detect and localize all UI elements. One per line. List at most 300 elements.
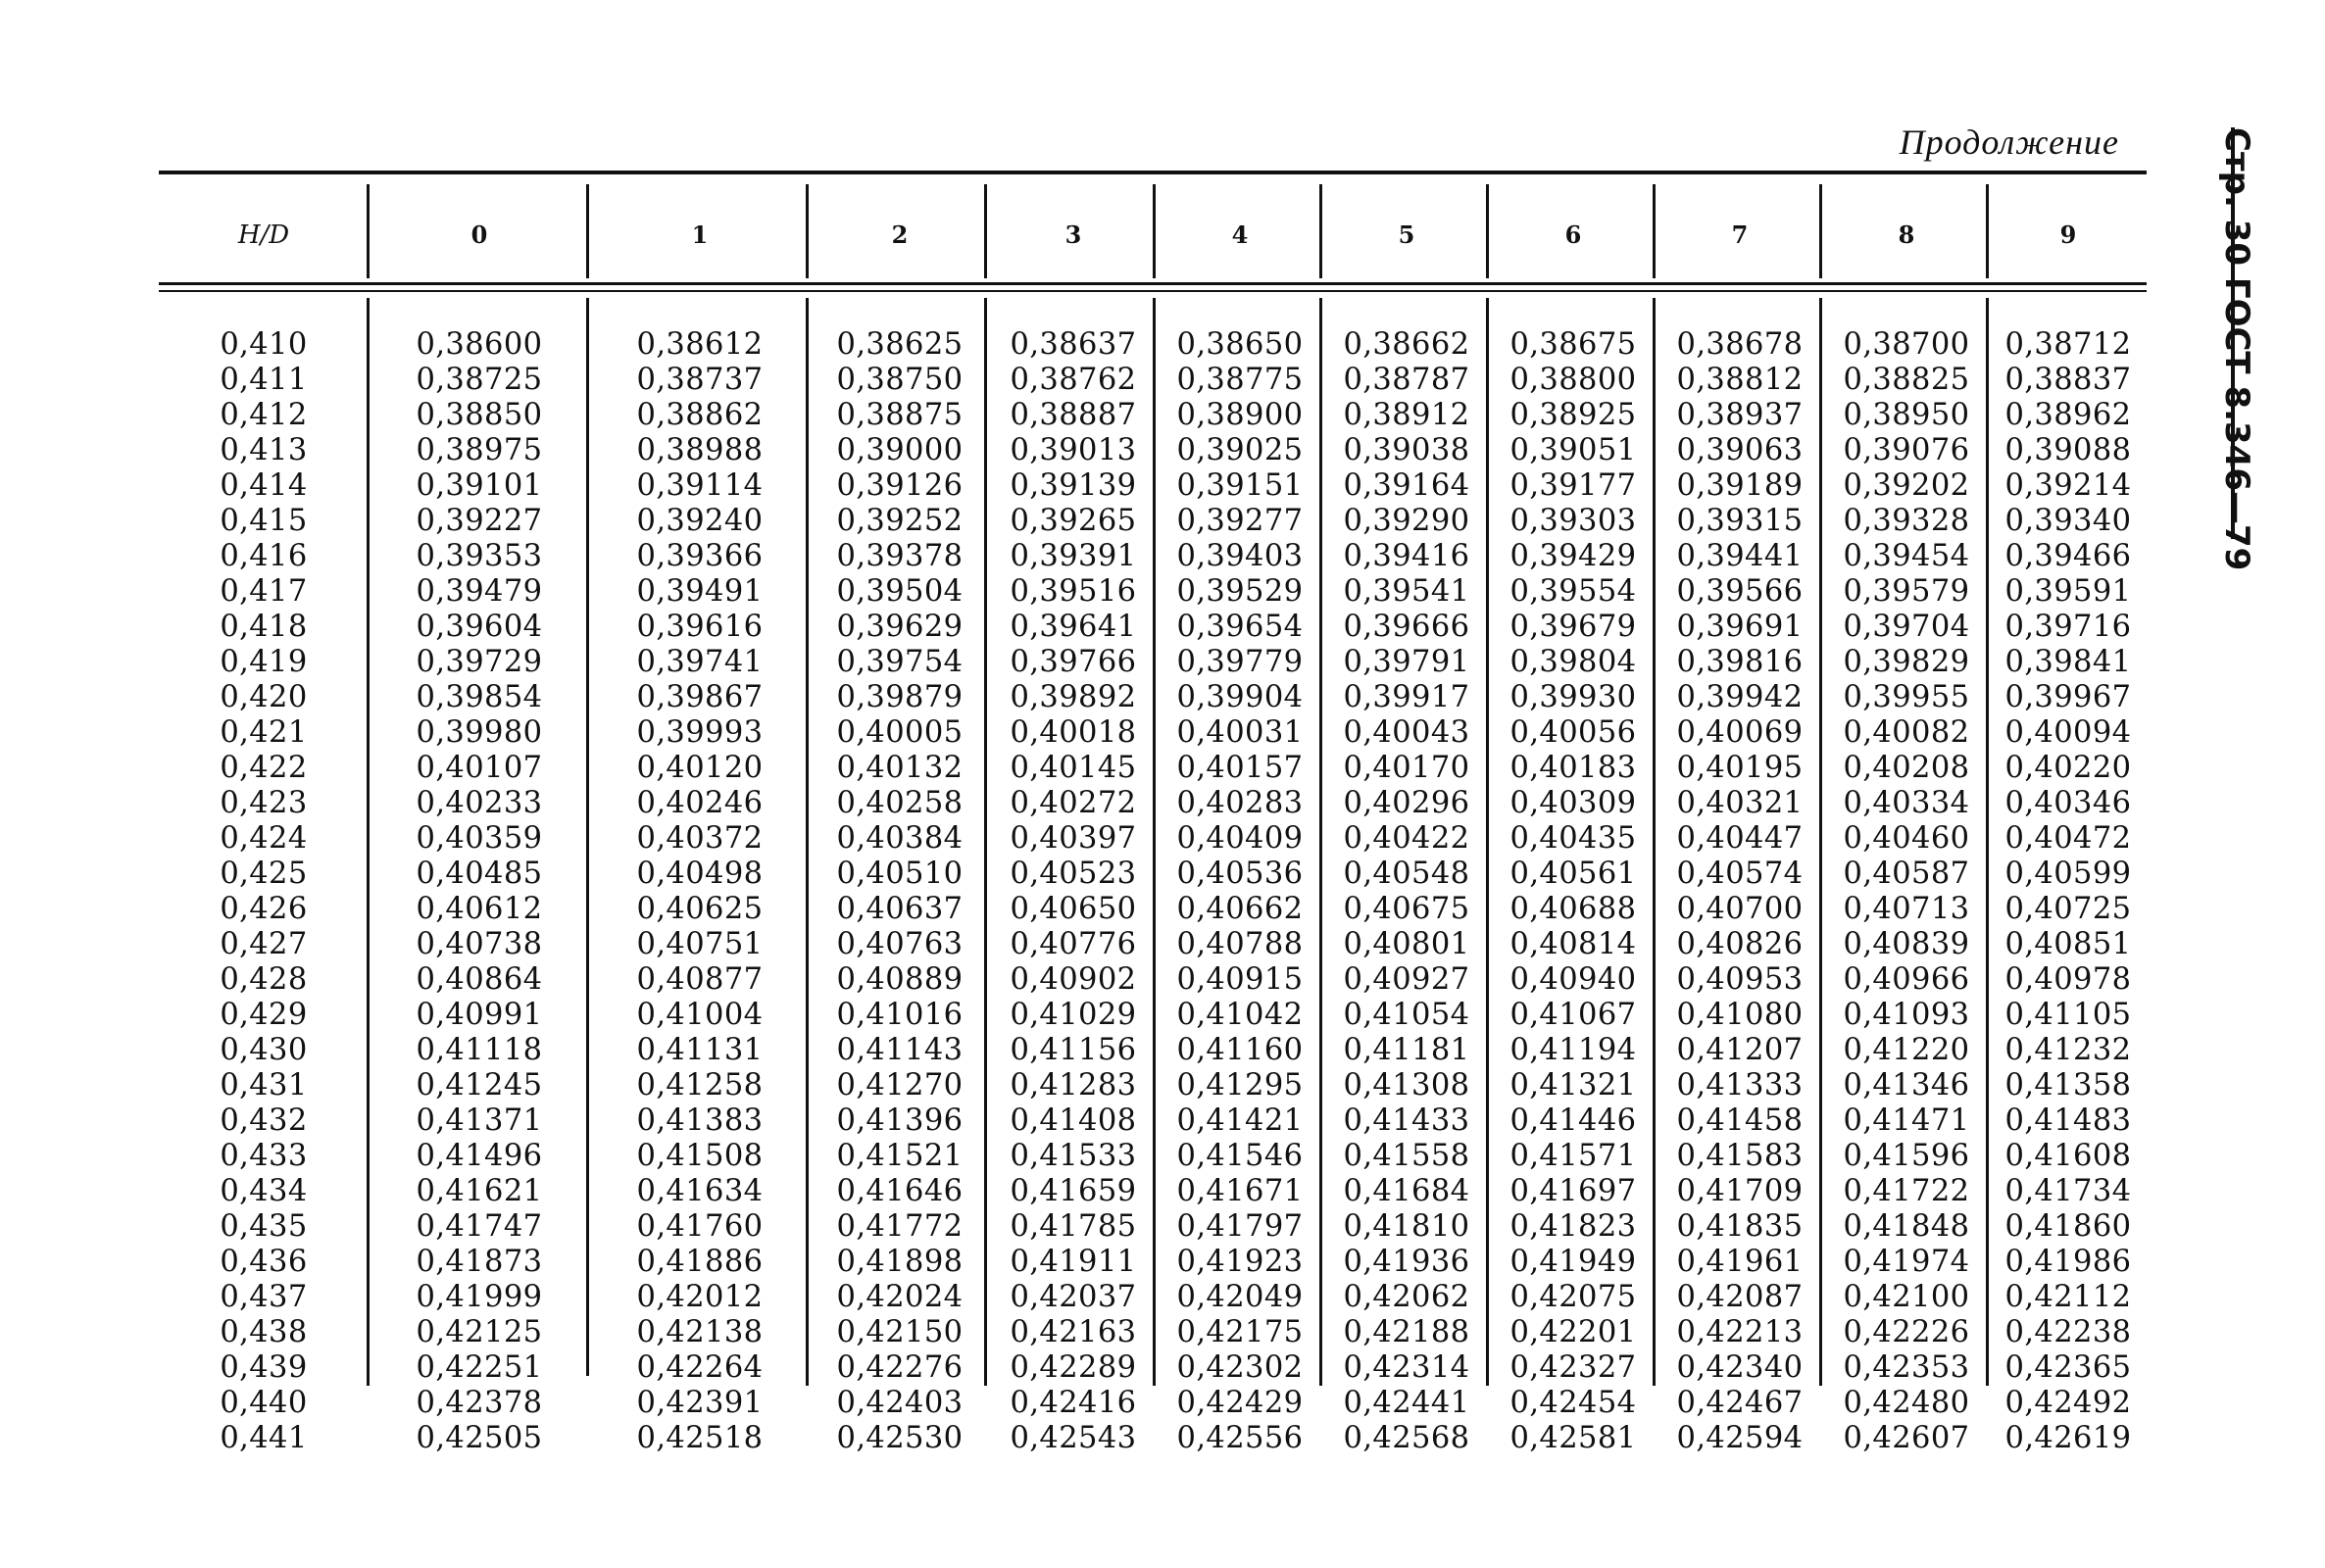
table-cell: 0,40220 [2004,751,2132,785]
table-cell: 0,41054 [1343,998,1470,1032]
table-cell: 0,42226 [1843,1315,1970,1349]
table-cell: 0,41321 [1509,1068,1637,1102]
table-cell: 0,39829 [1843,645,1970,679]
row-label: 0,429 [220,998,308,1032]
header-bottom-rule [159,282,2147,285]
table-cell: 0,42049 [1176,1280,1304,1314]
table-cell: 0,39391 [1010,539,1137,573]
table-cell: 0,40587 [1843,857,1970,891]
table-cell: 0,39679 [1509,610,1637,644]
table-cell: 0,41232 [2004,1033,2132,1067]
table-cell: 0,38900 [1176,398,1304,432]
column-header-1: 1 [691,220,709,249]
row-label: 0,425 [220,857,308,891]
table-cell: 0,38625 [836,327,964,362]
table-cell: 0,41772 [836,1209,964,1244]
row-label: 0,441 [220,1421,308,1455]
table-cell: 0,41596 [1843,1139,1970,1173]
table-cell: 0,39378 [836,539,964,573]
table-cell: 0,42505 [416,1421,543,1455]
table-cell: 0,40272 [1010,786,1137,820]
table-cell: 0,41471 [1843,1103,1970,1138]
table-cell: 0,39265 [1010,504,1137,538]
table-cell: 0,40650 [1010,892,1137,926]
table-cell: 0,38612 [636,327,764,362]
table-cell: 0,42188 [1343,1315,1470,1349]
table-cell: 0,40814 [1509,927,1637,961]
table-cell: 0,39025 [1176,433,1304,467]
table-cell: 0,42619 [2004,1421,2132,1455]
table-cell: 0,40043 [1343,715,1470,750]
column-header-4: 4 [1231,220,1249,249]
table-cell: 0,39076 [1843,433,1970,467]
table-cell: 0,42403 [836,1386,964,1420]
table-cell: 0,40283 [1176,786,1304,820]
table-cell: 0,39917 [1343,680,1470,714]
table-cell: 0,41496 [416,1139,543,1173]
table-cell: 0,38712 [2004,327,2132,362]
table-top-rule [159,171,2147,174]
table-cell: 0,42213 [1676,1315,1804,1349]
table-cell: 0,39114 [636,468,764,503]
table-cell: 0,42037 [1010,1280,1137,1314]
table-cell: 0,40966 [1843,962,1970,997]
table-cell: 0,38837 [2004,363,2132,397]
value-column-6 [1490,327,1657,1456]
table-cell: 0,40170 [1343,751,1470,785]
table-cell: 0,40435 [1509,821,1637,856]
table-cell: 0,38600 [416,327,543,362]
table-cell: 0,41999 [416,1280,543,1314]
table-cell: 0,41684 [1343,1174,1470,1208]
table-cell: 0,39416 [1343,539,1470,573]
table-cell: 0,42441 [1343,1386,1470,1420]
table-cell: 0,41923 [1176,1245,1304,1279]
table-cell: 0,39729 [416,645,543,679]
table-cell: 0,41220 [1843,1033,1970,1067]
table-cell: 0,42150 [836,1315,964,1349]
row-label: 0,428 [220,962,308,997]
table-cell: 0,42062 [1343,1280,1470,1314]
table-cell: 0,40384 [836,821,964,856]
row-label: 0,440 [220,1386,308,1420]
table-cell: 0,39013 [1010,433,1137,467]
table-cell: 0,41608 [2004,1139,2132,1173]
table-cell: 0,41898 [836,1245,964,1279]
table-cell: 0,38787 [1343,363,1470,397]
table-cell: 0,41823 [1509,1209,1637,1244]
row-label: 0,433 [220,1139,308,1173]
table-cell: 0,42075 [1509,1280,1637,1314]
table-cell: 0,42556 [1176,1421,1304,1455]
table-cell: 0,40472 [2004,821,2132,856]
table-cell: 0,41029 [1010,998,1137,1032]
table-cell: 0,40788 [1176,927,1304,961]
table-cell: 0,40978 [2004,962,2132,997]
table-cell: 0,39290 [1343,504,1470,538]
table-cell: 0,38750 [836,363,964,397]
table-cell: 0,41747 [416,1209,543,1244]
table-cell: 0,39641 [1010,610,1137,644]
table-cell: 0,41131 [636,1033,764,1067]
table-cell: 0,41396 [836,1103,964,1138]
table-cell: 0,41621 [416,1174,543,1208]
table-cell: 0,39854 [416,680,543,714]
table-cell: 0,39629 [836,610,964,644]
table-cell: 0,41080 [1676,998,1804,1032]
value-column-5 [1323,327,1490,1456]
table-cell: 0,38678 [1676,327,1804,362]
table-cell: 0,40195 [1676,751,1804,785]
table-cell: 0,42125 [416,1315,543,1349]
value-column-7 [1657,327,1823,1456]
table-cell: 0,39328 [1843,504,1970,538]
continuation-label: Продолжение [1899,122,2119,162]
table-cell: 0,39579 [1843,574,1970,609]
table-cell: 0,41308 [1343,1068,1470,1102]
table-cell: 0,39063 [1676,433,1804,467]
table-cell: 0,39892 [1010,680,1137,714]
table-cell: 0,41156 [1010,1033,1137,1067]
table-cell: 0,40763 [836,927,964,961]
table-cell: 0,39366 [636,539,764,573]
table-cell: 0,39566 [1676,574,1804,609]
table-cell: 0,39441 [1676,539,1804,573]
table-cell: 0,38737 [636,363,764,397]
table-cell: 0,39252 [836,504,964,538]
table-cell: 0,40246 [636,786,764,820]
row-label: 0,430 [220,1033,308,1067]
table-cell: 0,40018 [1010,715,1137,750]
table-cell: 0,41270 [836,1068,964,1102]
value-column-3 [990,327,1157,1456]
table-cell: 0,39126 [836,468,964,503]
row-label: 0,426 [220,892,308,926]
table-cell: 0,40346 [2004,786,2132,820]
value-column-8 [1823,327,1990,1456]
table-cell: 0,40662 [1176,892,1304,926]
row-label: 0,420 [220,680,308,714]
table-cell: 0,41521 [836,1139,964,1173]
table-cell: 0,41358 [2004,1068,2132,1102]
table-cell: 0,38887 [1010,398,1137,432]
table-cell: 0,41143 [836,1033,964,1067]
table-cell: 0,41873 [416,1245,543,1279]
table-cell: 0,39766 [1010,645,1137,679]
table-cell: 0,39151 [1176,468,1304,503]
table-cell: 0,39904 [1176,680,1304,714]
table-cell: 0,39101 [416,468,543,503]
table-cell: 0,38762 [1010,363,1137,397]
table-cell: 0,39541 [1343,574,1470,609]
table-cell: 0,39516 [1010,574,1137,609]
table-cell: 0,42175 [1176,1315,1304,1349]
column-header-8: 8 [1898,220,1915,249]
table-cell: 0,42607 [1843,1421,1970,1455]
table-cell: 0,41004 [636,998,764,1032]
table-cell: 0,40005 [836,715,964,750]
table-cell: 0,39791 [1343,645,1470,679]
table-cell: 0,39088 [2004,433,2132,467]
table-cell: 0,39177 [1509,468,1637,503]
table-cell: 0,41986 [2004,1245,2132,1279]
table-cell: 0,40145 [1010,751,1137,785]
table-cell: 0,40915 [1176,962,1304,997]
table-cell: 0,39403 [1176,539,1304,573]
table-cell: 0,39930 [1509,680,1637,714]
table-cell: 0,41508 [636,1139,764,1173]
table-cell: 0,42314 [1343,1350,1470,1385]
table-cell: 0,42467 [1676,1386,1804,1420]
table-cell: 0,38912 [1343,398,1470,432]
table-cell: 0,42581 [1509,1421,1637,1455]
table-cell: 0,38775 [1176,363,1304,397]
table-cell: 0,41671 [1176,1174,1304,1208]
table-cell: 0,40082 [1843,715,1970,750]
row-label: 0,421 [220,715,308,750]
table-cell: 0,40953 [1676,962,1804,997]
table-cell: 0,39604 [416,610,543,644]
table-cell: 0,42365 [2004,1350,2132,1385]
table-cell: 0,39993 [636,715,764,750]
table-cell: 0,38725 [416,363,543,397]
table-cell: 0,41371 [416,1103,543,1138]
table-cell: 0,39942 [1676,680,1804,714]
table-cell: 0,40877 [636,962,764,997]
table-cell: 0,41105 [2004,998,2132,1032]
table-cell: 0,39429 [1509,539,1637,573]
table-cell: 0,40309 [1509,786,1637,820]
table-cell: 0,40991 [416,998,543,1032]
table-cell: 0,41433 [1343,1103,1470,1138]
table-cell: 0,40157 [1176,751,1304,785]
table-cell: 0,38875 [836,398,964,432]
table-cell: 0,41118 [416,1033,543,1067]
table-cell: 0,42340 [1676,1350,1804,1385]
table-cell: 0,41785 [1010,1209,1137,1244]
table-cell: 0,40625 [636,892,764,926]
value-column-2 [810,327,990,1456]
table-cell: 0,40751 [636,927,764,961]
table-cell: 0,40826 [1676,927,1804,961]
table-cell: 0,41383 [636,1103,764,1138]
table-cell: 0,39454 [1843,539,1970,573]
value-column-1 [590,327,810,1456]
row-label: 0,410 [220,327,308,362]
table-cell: 0,40183 [1509,751,1637,785]
table-cell: 0,38662 [1343,327,1470,362]
table-cell: 0,39214 [2004,468,2132,503]
table-cell: 0,41295 [1176,1068,1304,1102]
row-label: 0,417 [220,574,308,609]
table-cell: 0,40700 [1676,892,1804,926]
table-cell: 0,39240 [636,504,764,538]
row-label: 0,439 [220,1350,308,1385]
table-cell: 0,41245 [416,1068,543,1102]
table-cell: 0,41067 [1509,998,1637,1032]
table-cell: 0,42429 [1176,1386,1304,1420]
row-label: 0,414 [220,468,308,503]
table-cell: 0,42264 [636,1350,764,1385]
table-cell: 0,38862 [636,398,764,432]
table-cell: 0,42012 [636,1280,764,1314]
table-cell: 0,39303 [1509,504,1637,538]
table-cell: 0,40498 [636,857,764,891]
table-cell: 0,40637 [836,892,964,926]
table-cell: 0,39529 [1176,574,1304,609]
table-cell: 0,38800 [1509,363,1637,397]
table-cell: 0,40713 [1843,892,1970,926]
table-cell: 0,41760 [636,1209,764,1244]
table-cell: 0,41634 [636,1174,764,1208]
table-cell: 0,40851 [2004,927,2132,961]
table-cell: 0,40536 [1176,857,1304,891]
table-cell: 0,41797 [1176,1209,1304,1244]
column-header-7: 7 [1731,220,1749,249]
table-cell: 0,39189 [1676,468,1804,503]
side-page-header: Стр. 30 ГОСТ 8.346—79 [2217,127,2256,571]
table-cell: 0,39741 [636,645,764,679]
hd-coefficient-table [159,171,2147,1503]
table-cell: 0,40801 [1343,927,1470,961]
table-cell: 0,39554 [1509,574,1637,609]
table-cell: 0,41446 [1509,1103,1637,1138]
table-cell: 0,38988 [636,433,764,467]
table-cell: 0,41483 [2004,1103,2132,1138]
row-label: 0,438 [220,1315,308,1349]
row-label: 0,434 [220,1174,308,1208]
table-cell: 0,39479 [416,574,543,609]
table-cell: 0,41974 [1843,1245,1970,1279]
table-cell: 0,41093 [1843,998,1970,1032]
table-cell: 0,41333 [1676,1068,1804,1102]
table-cell: 0,39654 [1176,610,1304,644]
table-cell: 0,41421 [1176,1103,1304,1138]
table-cell: 0,40725 [2004,892,2132,926]
hd-value-column [159,327,369,1456]
table-cell: 0,41258 [636,1068,764,1102]
table-cell: 0,42391 [636,1386,764,1420]
table-cell: 0,39051 [1509,433,1637,467]
table-cell: 0,39353 [416,539,543,573]
row-label: 0,423 [220,786,308,820]
table-cell: 0,41546 [1176,1139,1304,1173]
table-cell: 0,41646 [836,1174,964,1208]
table-cell: 0,40208 [1843,751,1970,785]
table-cell: 0,39691 [1676,610,1804,644]
table-cell: 0,40069 [1676,715,1804,750]
table-cell: 0,40688 [1509,892,1637,926]
table-cell: 0,42024 [836,1280,964,1314]
table-cell: 0,41810 [1343,1209,1470,1244]
table-cell: 0,42454 [1509,1386,1637,1420]
table-cell: 0,41961 [1676,1245,1804,1279]
table-cell: 0,39967 [2004,680,2132,714]
table-cell: 0,40839 [1843,927,1970,961]
value-column-9 [1990,327,2147,1456]
table-cell: 0,42087 [1676,1280,1804,1314]
table-cell: 0,39980 [416,715,543,750]
table-cell: 0,41709 [1676,1174,1804,1208]
table-cell: 0,42138 [636,1315,764,1349]
table-cell: 0,40927 [1343,962,1470,997]
row-label: 0,416 [220,539,308,573]
table-cell: 0,40599 [2004,857,2132,891]
table-cell: 0,41207 [1676,1033,1804,1067]
table-cell: 0,40460 [1843,821,1970,856]
row-label: 0,422 [220,751,308,785]
table-cell: 0,38825 [1843,363,1970,397]
table-cell: 0,39841 [2004,645,2132,679]
table-cell: 0,41181 [1343,1033,1470,1067]
row-label: 0,411 [220,363,308,397]
table-cell: 0,39666 [1343,610,1470,644]
table-cell: 0,41835 [1676,1209,1804,1244]
table-cell: 0,40258 [836,786,964,820]
table-cell: 0,40675 [1343,892,1470,926]
table-cell: 0,40233 [416,786,543,820]
row-label: 0,412 [220,398,308,432]
table-cell: 0,40864 [416,962,543,997]
table-cell: 0,42518 [636,1421,764,1455]
table-cell: 0,41936 [1343,1245,1470,1279]
table-cell: 0,38937 [1676,398,1804,432]
table-cell: 0,40334 [1843,786,1970,820]
table-cell: 0,41042 [1176,998,1304,1032]
header-bottom-rule-double [159,290,2147,292]
table-cell: 0,41194 [1509,1033,1637,1067]
row-label: 0,437 [220,1280,308,1314]
table-cell: 0,38650 [1176,327,1304,362]
row-label: 0,432 [220,1103,308,1138]
table-cell: 0,42353 [1843,1350,1970,1385]
column-header-0: 0 [470,220,488,249]
table-cell: 0,41160 [1176,1033,1304,1067]
value-column-4 [1157,327,1323,1456]
table-cell: 0,41659 [1010,1174,1137,1208]
row-label: 0,427 [220,927,308,961]
column-header-5: 5 [1398,220,1415,249]
table-cell: 0,40447 [1676,821,1804,856]
table-cell: 0,39704 [1843,610,1970,644]
table-cell: 0,41697 [1509,1174,1637,1208]
table-cell: 0,42543 [1010,1421,1137,1455]
table-cell: 0,42327 [1509,1350,1637,1385]
column-header-6: 6 [1564,220,1582,249]
table-cell: 0,40422 [1343,821,1470,856]
table-cell: 0,40561 [1509,857,1637,891]
table-cell: 0,41722 [1843,1174,1970,1208]
table-cell: 0,39779 [1176,645,1304,679]
table-cell: 0,42276 [836,1350,964,1385]
column-header-9: 9 [2059,220,2077,249]
table-cell: 0,39491 [636,574,764,609]
table-cell: 0,38812 [1676,363,1804,397]
table-cell: 0,38850 [416,398,543,432]
table-cell: 0,39867 [636,680,764,714]
table-cell: 0,40372 [636,821,764,856]
table-cell: 0,42201 [1509,1315,1637,1349]
table-cell: 0,38975 [416,433,543,467]
table-cell: 0,42568 [1343,1421,1470,1455]
table-cell: 0,40132 [836,751,964,785]
table-cell: 0,40612 [416,892,543,926]
table-cell: 0,40485 [416,857,543,891]
table-cell: 0,42594 [1676,1421,1804,1455]
table-cell: 0,40776 [1010,927,1137,961]
table-cell: 0,41016 [836,998,964,1032]
column-header-hd: H/D [237,220,290,250]
